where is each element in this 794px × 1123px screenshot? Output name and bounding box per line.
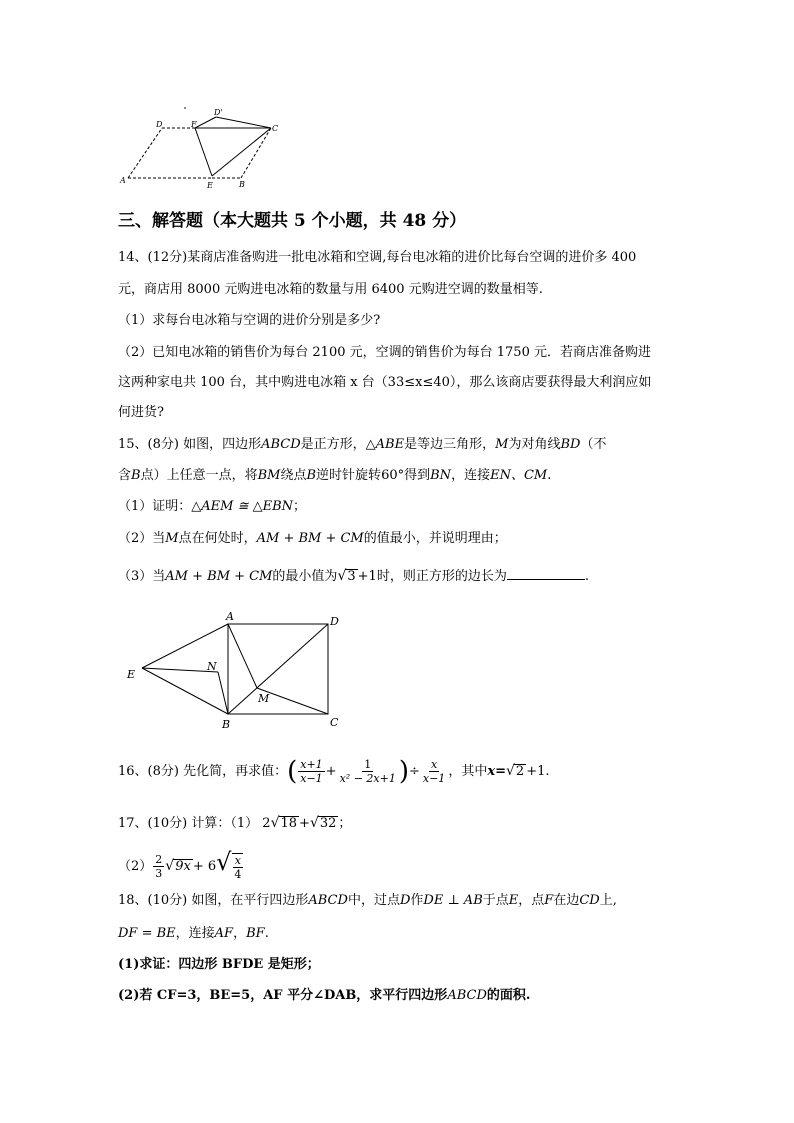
seg-d1c	[216, 117, 271, 128]
label-C: C	[330, 716, 339, 729]
seg-ec	[212, 128, 271, 176]
q18-line1: 18、(10分) 如图，在平行四边形ABCD中，过点D作DE ⊥ AB于点E，点F在边CD上,	[118, 893, 617, 908]
answer-blank[interactable]	[507, 565, 585, 580]
label-E: E	[127, 668, 136, 681]
square-triangle-figure	[122, 608, 352, 734]
seg-fe	[195, 128, 212, 176]
q14-part2-line3: 何进货?	[118, 405, 164, 420]
label-E: E	[207, 181, 213, 190]
q14-part1: （1）求每台电冰箱与空调的进价分别是多少?	[118, 313, 381, 328]
q15-part3: （3）当AM + BM + CM的最小值为√3 +1时，则正方形的边长为 .	[118, 565, 589, 586]
q14-part2-line1: （2）已知电冰箱的销售价为每台 2100 元，空调的销售价为每台 1750 元．若商店准备购进	[118, 345, 651, 360]
dashed-bc	[241, 128, 271, 178]
label-B: B	[239, 180, 245, 189]
label-D: D	[156, 120, 163, 129]
dashed-ad	[128, 128, 162, 178]
label-Dprime: D'	[214, 108, 223, 117]
q18-part2: (2)若 CF=3，BE=5，AF 平分∠DAB，求平行四边形ABCD的面积.	[118, 988, 531, 1003]
q16-line: 16、(8分) 先化简，再求值：( $\frac{x+1}{x-1}$ + $\frac{1}{\text{x² − 2x+1}}$ )÷ $\frac{x}{x-1}$ ，其中x=√2 +1.	[118, 756, 550, 787]
seg-fd1	[195, 117, 216, 128]
fold-figure	[118, 104, 293, 190]
q14-part2-line2: 这两种家电共 100 台，其中购进电冰箱 x 台（33≤x≤40），那么该商店要获得最大利润应如	[118, 375, 652, 390]
label-N: N	[207, 660, 217, 673]
seg-eb	[142, 668, 228, 714]
q15-line1: 15、(8分) 如图，四边形ABCD是正方形，△ABE是等边三角形，M为对角线BD（不	[118, 437, 607, 452]
seg-nb	[218, 672, 228, 714]
seg-am	[228, 624, 257, 688]
q15-part1: （1）证明：△AEM ≅ △EBN；	[118, 499, 307, 514]
label-A: A	[226, 610, 234, 623]
q15-line2: 含B点）上任意一点，将BM绕点B逆时针旋转60°得到BN，连接EN、CM.	[118, 468, 552, 483]
q18-line2: DF = BE，连接AF，BF.	[118, 926, 269, 941]
q14-line1: 14、(12分)某商店准备购进一批电冰箱和空调,每台电冰箱的进价比每台空调的进价多 400	[118, 250, 637, 265]
q17-line1: 17、(10分) 计算：（1） 2√18 +√32 ；	[118, 815, 352, 831]
label-M: M	[258, 692, 270, 705]
label-A: A	[120, 176, 126, 185]
seg-bd	[228, 624, 328, 714]
q18-part1: (1)求证：四边形 BFDE 是矩形；	[118, 957, 320, 972]
label-D: D	[330, 615, 339, 628]
q17-line2: （2） $\frac{2}{3}$ √9x + 6√ $\frac{x}{4}$	[118, 848, 242, 881]
label-C: C	[272, 124, 279, 133]
q15-part2: （2）当M点在何处时，AM + BM + CM的值最小，并说明理由；	[118, 531, 507, 546]
q14-line2: 元，商店用 8000 元购进电冰箱的数量与用 6400 元购进空调的数量相等.	[118, 282, 543, 297]
label-B: B	[222, 718, 231, 731]
label-F: F	[191, 120, 197, 129]
section-title: 三、解答题（本大题共 5 个小题，共 48 分）	[118, 211, 467, 231]
